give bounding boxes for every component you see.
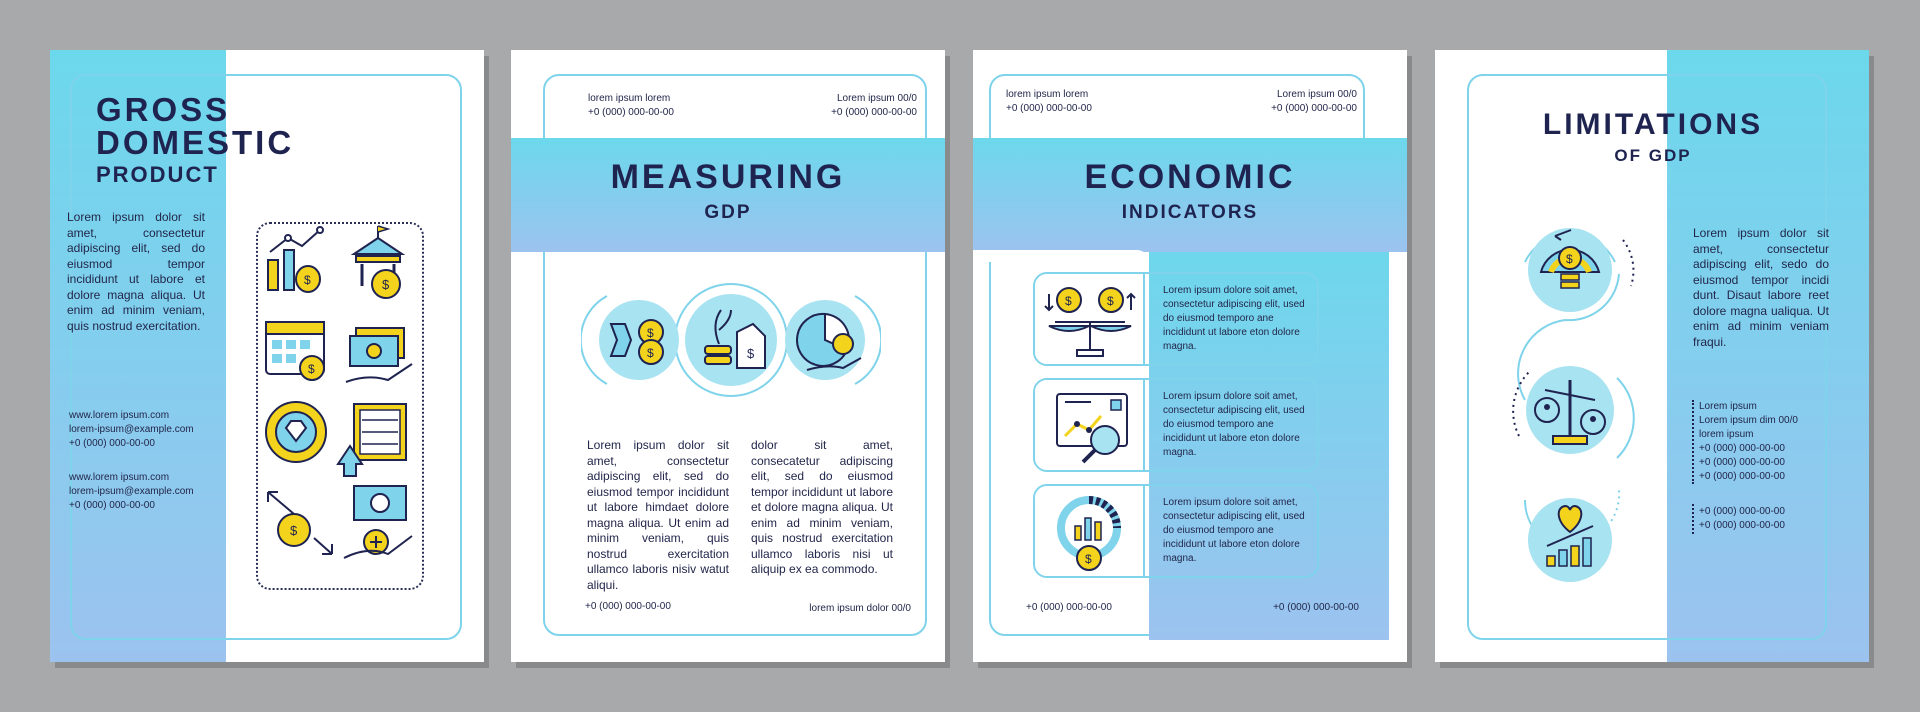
brochure-page-economic-indicators — [973, 50, 1407, 662]
page-subtitle: PRODUCT — [96, 162, 219, 187]
svg-text:$: $ — [1107, 294, 1114, 308]
contact-line: +0 (000) 000-00-00 — [1699, 520, 1785, 531]
growth-chart-icon — [268, 227, 323, 292]
page2-footer-left: +0 (000) 000-00-00 — [585, 601, 671, 612]
page-subtitle: GDP — [704, 202, 752, 223]
brochure-page-gdp — [50, 50, 484, 662]
indicator-card — [1033, 378, 1319, 472]
page4-body: Lorem ipsum dolor sit amet, consectetur adipiscing elit, sedo do eiusmod tempor incidi dunt. Disaut labore reet dolore magna ualiqua. Ut enim ad minim veniam fraqui. — [1693, 226, 1829, 349]
page3-footer-right: +0 (000) 000-00-00 — [1273, 602, 1359, 613]
page-title: ECONOMIC — [1084, 158, 1296, 196]
analytics-board-icon — [1035, 380, 1145, 470]
coins-exchange-icon — [599, 300, 679, 380]
contact-line: Lorem ipsum dim 00/0 — [1699, 415, 1798, 426]
svg-text:$: $ — [304, 273, 311, 287]
brochure-page-measuring-gdp — [511, 50, 945, 662]
indicator-card — [1033, 484, 1319, 578]
svg-text:$: $ — [1065, 294, 1072, 308]
gauge-coin-icon — [1528, 228, 1612, 312]
page1-contact-block-2 — [69, 471, 219, 513]
balance-scale-coins-icon — [1035, 274, 1145, 364]
pie-chart-hand-icon — [785, 300, 865, 380]
contact-line: +0 (000) 000-00-00 — [1699, 506, 1785, 517]
svg-text:$: $ — [290, 523, 298, 538]
bank-icon — [354, 226, 402, 298]
header-text: Lorem ipsum 00/0 — [1276, 89, 1357, 100]
header-text: Lorem ipsum 00/0 — [836, 93, 917, 104]
icon-row — [581, 280, 881, 400]
contact-divider — [1692, 400, 1694, 484]
page4-contact-block-2 — [1699, 505, 1839, 533]
page-title: MEASURING — [610, 158, 846, 196]
page4-contact-block-1 — [1699, 400, 1839, 484]
contact-line: lorem ipsum — [1699, 429, 1754, 440]
email-text: lorem-ipsum@example.com — [69, 486, 194, 497]
title-band-tab — [973, 250, 1149, 262]
page2-header-right — [807, 92, 917, 120]
page2-footer-right: lorem ipsum dolor 00/0 — [809, 603, 911, 614]
contact-line: +0 (000) 000-00-00 — [1699, 457, 1785, 468]
calendar-icon — [266, 322, 324, 380]
page-subtitle: OF GDP — [1614, 146, 1692, 165]
indicator-icon-box — [1035, 274, 1145, 364]
page-subtitle: INDICATORS — [1121, 202, 1259, 223]
indicator-icon-box — [1035, 380, 1145, 470]
website-text: www.lorem ipsum.com — [69, 472, 170, 483]
page2-column-2: dolor sit amet, consecatetur adipiscing elit, sed do eiusmod tempor incididunt ut labore et dolore magna aliqua. Ut enim ad minim veniam, quis nostrud exercitation ullamco laboris nisi ut aliquip ex ea commodo. — [751, 438, 893, 576]
header-phone: +0 (000) 000-00-00 — [588, 107, 674, 118]
justice-scale-people-icon — [1526, 366, 1614, 454]
page3-footer-left: +0 (000) 000-00-00 — [1026, 602, 1112, 613]
money-bag-plant-icon — [685, 294, 777, 386]
page1-body: Lorem ipsum dolor sit amet, consectetur adipiscing elit, sed do eiusmod tempor incididunt ut labore et dolore magna aliqua. Ut enim ad minim veniam, quis nostrud exercitation. — [67, 210, 205, 333]
page-title-line1: GROSS — [96, 91, 231, 128]
header-text: lorem ipsum lorem — [588, 93, 671, 104]
svg-text:$: $ — [382, 277, 390, 292]
exchange-arrows-icon — [268, 492, 332, 554]
page3-header-right — [1213, 88, 1357, 116]
svg-text:$: $ — [647, 326, 654, 340]
header-phone: +0 (000) 000-00-00 — [1006, 103, 1092, 114]
contact-line: +0 (000) 000-00-00 — [1699, 443, 1785, 454]
header-phone: +0 (000) 000-00-00 — [831, 107, 917, 118]
svg-text:$: $ — [308, 362, 315, 376]
icon-panel — [256, 222, 424, 590]
gear-diamond-icon — [266, 402, 326, 462]
indicator-text: Lorem ipsum dolore soit amet, consectetur adipiscing elit, used do eiusmod temporo ane incididunt ut labore eton dolore magna. — [1163, 391, 1305, 458]
money-add-icon — [344, 486, 412, 558]
header-text: lorem ipsum lorem — [1006, 89, 1089, 100]
indicator-text: Lorem ipsum dolore soit amet, consectetur adipiscing elit, used do eiusmod temporo ane incididunt ut labore eton dolore magna. — [1163, 497, 1305, 564]
indicator-text: Lorem ipsum dolore soit amet, consectetur adipiscing elit, used do eiusmod temporo ane incididunt ut labore eton dolore magna. — [1163, 285, 1305, 352]
indicator-icon-box — [1035, 486, 1145, 576]
svg-text:$: $ — [1085, 552, 1092, 566]
indicator-card — [1033, 272, 1319, 366]
abacus-icon — [338, 404, 406, 476]
email-text: lorem-ipsum@example.com — [69, 424, 194, 435]
header-phone: +0 (000) 000-00-00 — [1271, 103, 1357, 114]
heart-growth-chart-icon — [1528, 498, 1612, 582]
page-title-line2: DOMESTIC — [96, 124, 295, 161]
phone-text: +0 (000) 000-00-00 — [69, 500, 155, 511]
icon-chain — [1495, 200, 1645, 610]
brochure-page-limitations-of-gdp — [1435, 50, 1869, 662]
page2-column-1: Lorem ipsum dolor sit amet, consectetur adipiscing elit, sed do eiusmod tempor incididunt ut labore himdaet dolore magna aliqua. Ut enim ad minim veniam, quis nostrud exercitation ullamco laboris nisiv watut aliqui. — [587, 438, 729, 592]
chart-gauge-coin-icon — [1035, 486, 1145, 576]
phone-text: +0 (000) 000-00-00 — [69, 438, 155, 449]
page3-header-left — [1006, 88, 1092, 116]
svg-text:$: $ — [747, 346, 755, 361]
svg-text:$: $ — [1566, 252, 1573, 266]
page2-header-left — [588, 92, 674, 120]
contact-divider — [1692, 504, 1694, 534]
page-title: LIMITATIONS — [1542, 108, 1764, 141]
page1-contact-block-1 — [69, 409, 219, 451]
svg-text:$: $ — [647, 346, 654, 360]
website-text: www.lorem ipsum.com — [69, 410, 170, 421]
contact-line: Lorem ipsum — [1699, 401, 1757, 412]
contact-line: +0 (000) 000-00-00 — [1699, 471, 1785, 482]
money-hand-icon — [346, 328, 412, 382]
